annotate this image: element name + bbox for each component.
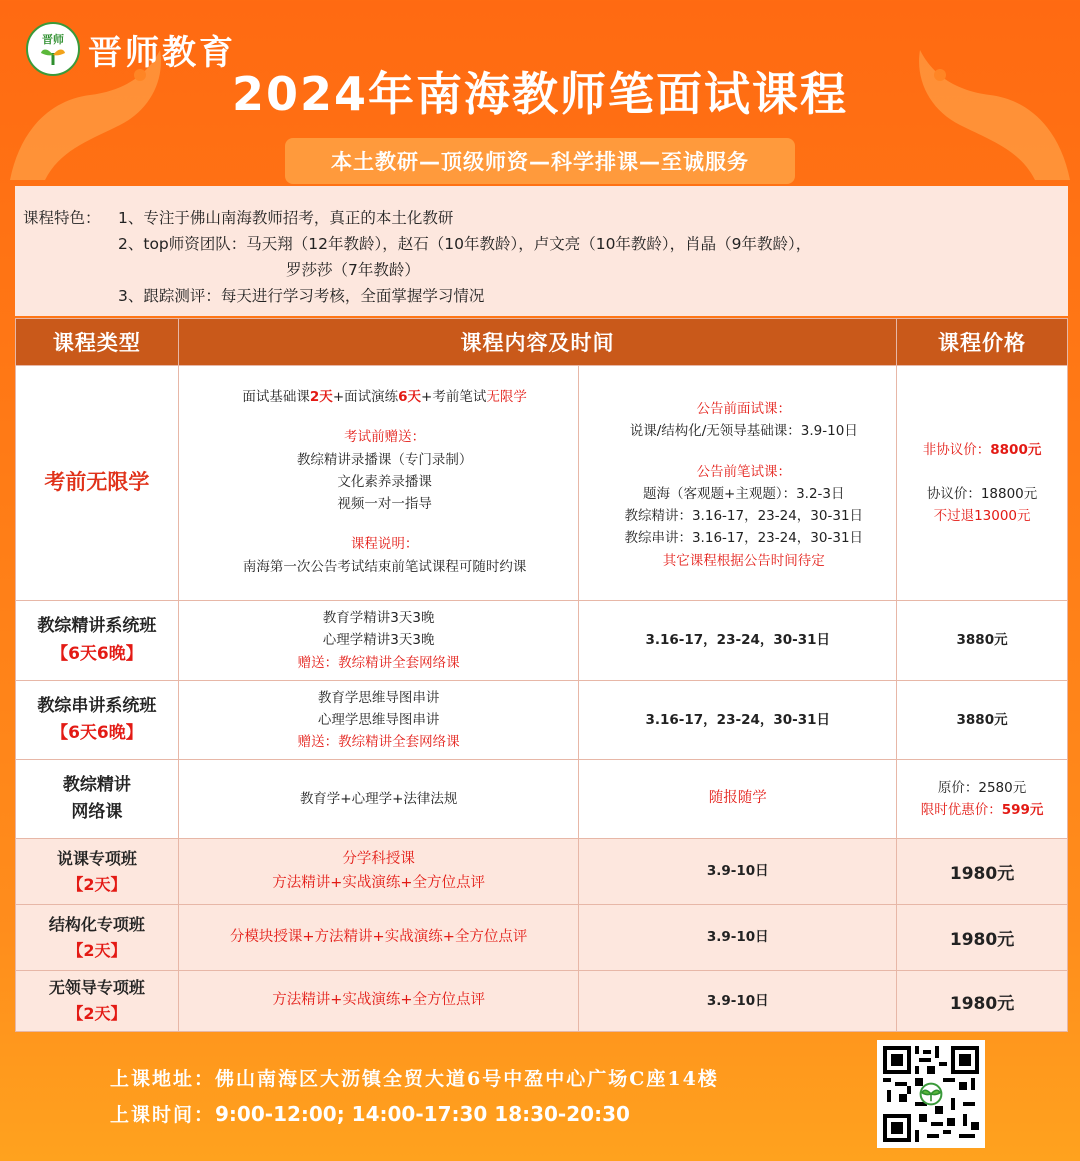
address-label: 上课地址： [110,1068,216,1090]
course-price: 1980元 [897,971,1068,1032]
price-value: 原价：2580元 [937,779,1027,796]
course-price [897,760,1068,839]
table-header-row [16,319,1068,366]
content-line: 教育学精讲3天3晚 [322,610,435,627]
price-label: 非协议价： [922,441,991,458]
course-content [178,839,579,905]
price-label: 限时优惠价： [920,802,1002,818]
course-content [178,681,579,760]
gift-item: 文化素养录播课 [337,473,432,490]
feature-item-3: 3、跟踪测评：每天进行学习考核，全面掌握学习情况 [118,287,485,305]
table-row [16,366,1068,601]
course-time: 3.16-17，23-24，30-31日 [579,681,897,760]
course-content: 方法精讲+实战演练+全方位点评 [178,971,579,1032]
course-price: 3880元 [897,681,1068,760]
course-time: 3.9-10日 [579,971,897,1032]
course-time: 3.9-10日 [579,905,897,971]
content-line: 教育学思维导图串讲 [317,689,440,706]
brand-name: 晋师教育 [88,32,236,73]
course-type-name: 无领导专项班 [48,978,145,998]
class-time [110,1100,630,1127]
course-type-duration: 【6天6晚】 [51,643,143,664]
table-row [16,839,1068,905]
course-price [897,366,1068,601]
content-text: 面试基础课 [242,389,310,405]
content-highlight: 6天 [398,389,422,405]
course-price: 3880元 [897,601,1068,681]
time-label: 公告前笔试课： [696,463,792,480]
table-row [16,681,1068,760]
course-type-duration: 【2天】 [67,1004,127,1023]
time-label: 公告前面试课： [696,401,792,417]
table-row [16,971,1068,1032]
course-type [16,601,179,681]
time-line: 说课/结构化/无领导基础课：3.9-10日 [629,423,858,440]
course-type-name: 网络课 [71,802,123,822]
course-type [16,681,179,760]
course-type-name: 结构化专项班 [48,914,145,934]
content-line: 方法精讲+实战演练+全方位点评 [272,874,486,891]
price-value: 8800元 [990,441,1042,458]
table-row [16,760,1068,839]
content-text: +考前笔试 [421,389,487,405]
course-time: 随报随学 [579,760,897,839]
feature-item-2: 2、top师资团队：马天翔（12年教龄），赵石（10年教龄），卢文亮（10年教龄），肖晶（9年教龄）， [118,235,812,253]
course-type-name: 教综精讲 [62,774,131,795]
content-text: +面试演练 [332,389,399,405]
course-type-name: 教综串讲系统班 [37,695,157,716]
course-content: 教育学+心理学+法律法规 [178,760,579,839]
gift-label: 考试前赠送： [344,429,426,446]
price-value: 599元 [1001,802,1044,818]
content-line: 赠送：教综精讲全套网络课 [297,654,460,671]
features-label: 课程特色： [23,209,101,227]
logo-small-text: 晋师 [42,32,64,46]
note-text: 南海第一次公告考试结束前笔试课程可随时约课 [242,558,527,575]
time-line: 题海（客观题+主观题）：3.2-3日 [643,485,845,502]
gift-item: 视频一对一指导 [337,496,432,513]
course-table [15,318,1068,1032]
course-content: 分模块授课+方法精讲+实战演练+全方位点评 [178,905,579,971]
content-line: 心理学思维导图串讲 [317,711,440,728]
class-address [110,1064,719,1091]
time-line: 教综精讲：3.16-17，23-24，30-31日 [624,508,864,525]
time-value: 9:00-12:00; 14:00-17:30 18:30-20:30 [215,1102,630,1126]
qr-code-icon [883,1046,979,1142]
content-line: 心理学精讲3天3晚 [322,632,435,649]
course-type [16,760,179,839]
slogan-banner: 本土教研—顶级师资—科学排课—至诚服务 [285,138,795,184]
course-time: 3.9-10日 [579,839,897,905]
course-type [16,971,179,1032]
course-features [15,186,1068,316]
table-row [16,905,1068,971]
page-title: 2024年南海教师笔面试课程 [231,67,849,121]
price-value: 协议价：18800元 [926,485,1038,502]
course-type-duration: 【2天】 [67,874,127,894]
time-line: 教综串讲：3.16-17，23-24，30-31日 [624,530,864,547]
header-course-type: 课程类型 [16,319,179,366]
feature-item-2-continued: 罗莎莎（7年教龄） [286,261,420,279]
course-price: 1980元 [897,905,1068,971]
course-time [579,366,897,601]
course-price: 1980元 [897,839,1068,905]
content-highlight: 2天 [309,389,333,405]
course-content [178,601,579,681]
content-line: 赠送：教综精讲全套网络课 [297,734,460,751]
course-type [16,839,179,905]
course-type [16,905,179,971]
course-type: 考前无限学 [16,366,179,601]
course-content [178,366,579,601]
content-line: 分学科授课 [342,850,415,867]
content-line [191,386,579,408]
table-row [16,601,1068,681]
note-label: 课程说明： [350,536,419,553]
qr-code[interactable] [877,1040,985,1148]
content-highlight: 无限学 [486,389,527,405]
time-label: 上课时间： [110,1104,216,1126]
address-value: 佛山南海区大沥镇全贸大道6号中盈中心广场C座14楼 [215,1068,719,1090]
gift-item: 教综精讲录播课（专门录制） [296,451,473,468]
course-type-duration: 【6天6晚】 [51,723,143,743]
header-course-content: 课程内容及时间 [178,319,896,366]
course-type-duration: 【2天】 [67,940,127,960]
course-type-name: 说课专项班 [56,848,137,868]
course-type-name: 教综精讲系统班 [37,616,157,637]
header-course-price: 课程价格 [897,319,1068,366]
price-value: 不过退13000元 [933,508,1031,525]
course-time: 3.16-17，23-24，30-31日 [579,601,897,681]
time-line: 其它课程根据公告时间待定 [662,552,825,569]
feature-item-1: 1、专注于佛山南海教师招考，真正的本土化教研 [118,209,454,227]
